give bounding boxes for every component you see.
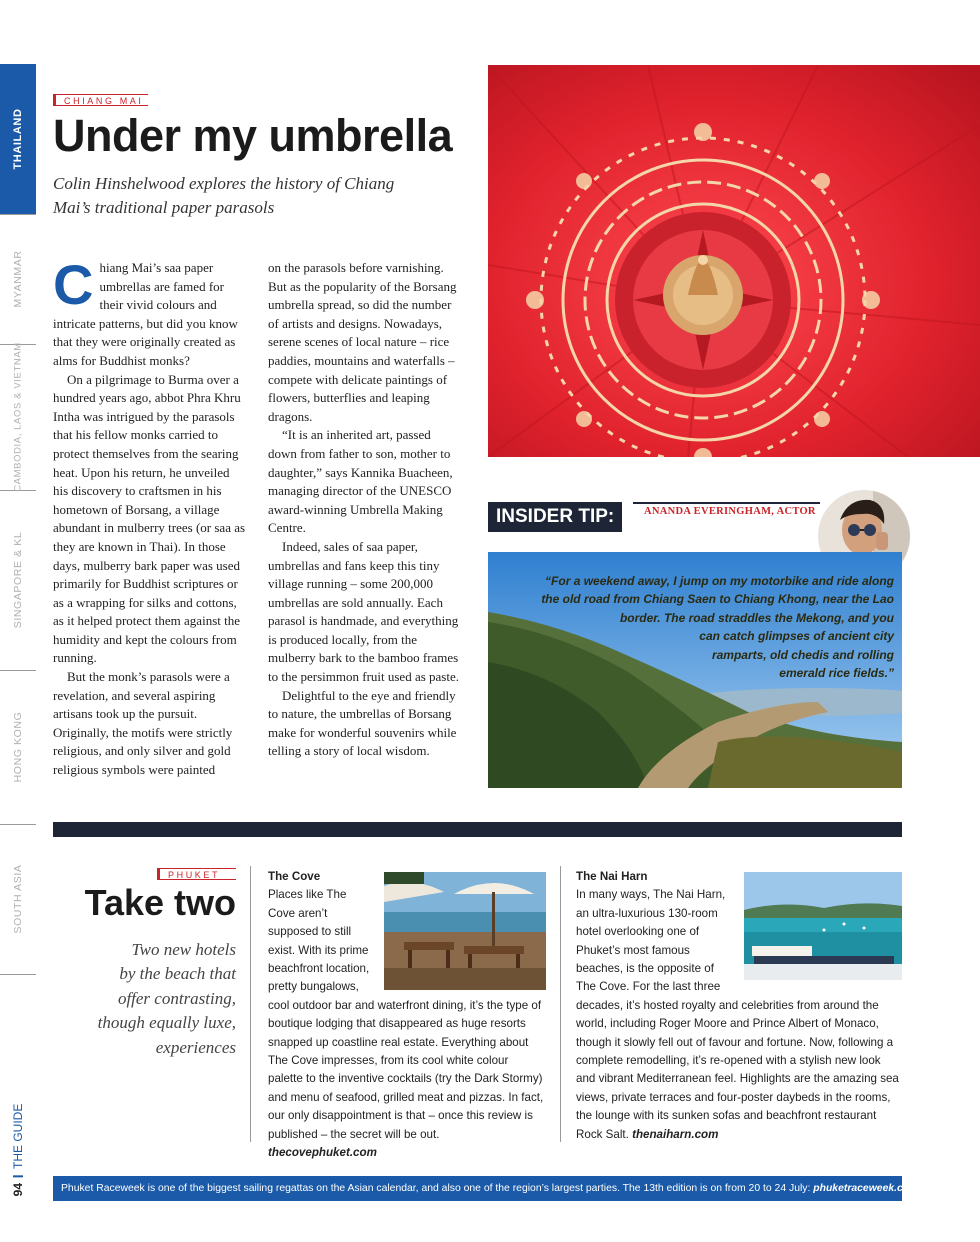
tab-cambodia[interactable]: CAMBODIA, LAOS & VIETNAM [0, 344, 36, 491]
drop-cap: C [53, 253, 94, 316]
article-column-2: on the parasols before varnishing. But as the popularity of the Borsang umbrella spread, so did the number of artists and designs. Nowadays, serene scenes of local nature – rice paddies, mountains and waterfalls – compete with delicate paintings of flowers, butterflies and leaping dragons. “It is an inherited art, passed down from father to son, mother to daughter,” says Kannika Buacheen, managing director of the UNESCO award-winning Umbrella Making Centre. Indeed, sales of saa paper, umbrellas and fans keep this tiny village running – some 200,000 umbrellas are sold annually. Each parasol is handmade, and everything is produced locally, from the mulberry bark to the bamboo frames to the persimmon fruit used as paste. Delightful to the eye and friendly to nature, the umbrellas of Borsang make for wonderful souvenirs while telling a story of local wisdom. [268, 260, 459, 759]
the-cove-photo [384, 872, 546, 990]
standfirst-take-two: Two new hotels by the beach that offer contrasting, though equally luxe, experiences [97, 940, 236, 1057]
hotel-url-link[interactable]: thecovephuket.com [268, 1146, 377, 1160]
tab-south-asia[interactable]: SOUTH ASIA [0, 824, 36, 975]
tab-singapore[interactable]: SINGAPORE & KL [0, 490, 36, 671]
section-label-phuket: PHUKET [157, 868, 236, 880]
standfirst: Colin Hinshelwood explores the history of Chiang Mai’s traditional paper parasols [53, 174, 395, 217]
tab-myanmar[interactable]: MYANMAR [0, 214, 36, 345]
page-number: 94 [11, 1182, 25, 1197]
tab-hong-kong[interactable]: HONG KONG [0, 670, 36, 825]
the-nai-harn-photo [744, 872, 902, 980]
hotel-the-cove: The Cove Places like The Cove aren’t supposed to still exist. With its prime beachfront location, pretty bungalows, cool outdoor bar and waterfront dining, it’s the type of boutique lodging that disappeared as huge resorts snapped up coastline real estate. Everything about The Cove impresses, from its cool white colour palette to the inventive cocktails (try the Dark Stormy) and menu of seafood, grilled meat and pizzas. In fact, our only disappointment is that – once this review is published – the secret will be out. thecovephuket.com [268, 868, 546, 1163]
section-divider [53, 822, 902, 837]
column-rule [560, 866, 561, 1142]
insider-tip-rule [633, 502, 820, 504]
insider-tip-header [488, 502, 820, 532]
column-rule [250, 866, 251, 1142]
insider-tip-quote: “For a weekend away, I jump on my motorbike and ride along the old road from Chiang Saen to Chiang Khong, near the Lao border. The road straddles the Mekong, and you can catch glimpses of ancient city ramparts, old chedis and rolling emerald rice fields.” [541, 574, 894, 681]
tip-landscape-photo [488, 552, 902, 788]
article-column-1: C hiang Mai’s saa paper umbrellas are famed for their vivid colours and intricate patterns, but did you know that they were originally created as alms for Buddhist monks? On a pilgrimage to Burma over a hundred years ago, abbot Phra Khru Intha was intrigued by the parasols that his fellow monks carried to protect themselves from the searing heat. Upon his return, he unveiled his discovery to craftsmen in his hometown of Borsang, a village abundant in mulberry trees (or saa as they are known in Thai). In those days, mulberry bark paper was used primarily for Buddhist scriptures or as a wrapping for silks and cottons, as it helped protect them against the humidity and kept the colours from running. But the monk’s parasols were a revelation, and several aspiring artisans took up the pursuit. Originally, the motifs were strictly religious, and only silver and gold religious symbols were painted [53, 253, 246, 778]
hotel-name: The Nai Harn [576, 870, 648, 883]
hotel-name: The Cove [268, 870, 321, 883]
footer-banner: Phuket Raceweek is one of the biggest sailing regattas on the Asian calendar, and also one of the region’s largest parties. The 13th edition is on from 20 to 24 July: phuketraceweek.com [53, 1176, 902, 1201]
headline-take-two: Take two [84, 882, 236, 923]
section-label-chiang-mai: CHIANG MAI [53, 94, 148, 106]
footer-url-link[interactable]: phuketraceweek.com [813, 1183, 919, 1194]
hotel-url-link[interactable]: thenaiharn.com [632, 1127, 719, 1141]
section-name: THE GUIDE [11, 1103, 25, 1169]
insider-tip-title: INSIDER TIP: [488, 502, 622, 532]
page-folio [0, 1095, 36, 1205]
umbrella-photo [488, 65, 980, 457]
headline: Under my umbrella [53, 110, 453, 161]
insider-tip-person: ANANDA EVERINGHAM, ACTOR [644, 506, 816, 517]
tab-thailand[interactable]: THAILAND [0, 64, 36, 215]
hotel-the-nai-harn: The Nai Harn In many ways, The Nai Harn, an ultra-luxurious 130-room hotel overlooking one of Phuket’s most famous beaches, is the opposite of The Cove. For the last three decades, it’s hosted royalty and celebrities from around the world, including Roger Moore and Prince Albert of Monaco, though it slowly fell out of favour and fortune. Now, following a complete remodelling, it’s re-opened with a stylish new look and vibrant Mediterranean feel. Highlights are the amazing sea views, private terraces and four-poster daybeds in the rooms, the lounge with its sunken sofas and beachfront restaurant Rock Salt. thenaiharn.com [576, 868, 902, 1144]
